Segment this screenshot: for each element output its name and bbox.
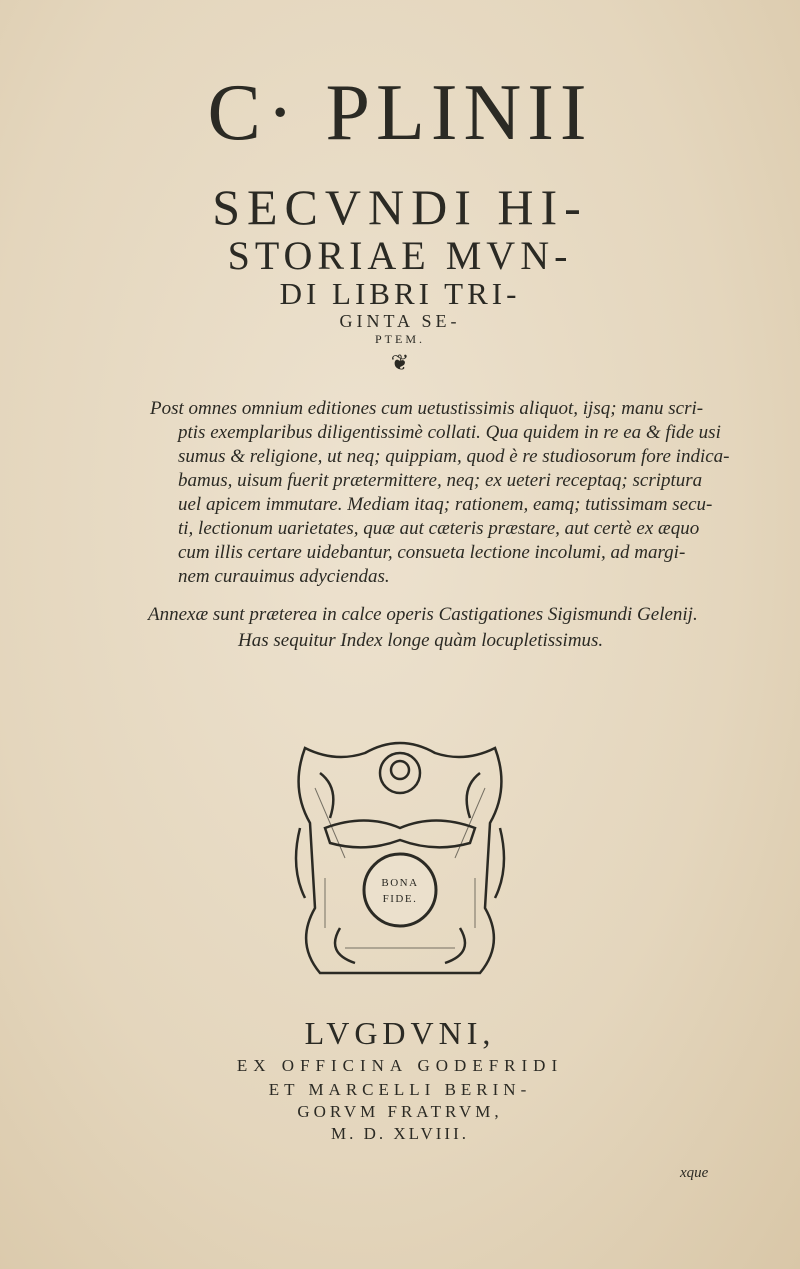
title-line-5: GINTA SE- bbox=[339, 311, 461, 331]
description-line: bamus, uisum fuerit prætermittere, neq; ex ueteri receptaq; scriptura bbox=[178, 470, 703, 491]
imprint-line: ET MARCELLI BERIN- bbox=[268, 1080, 532, 1099]
description-line: nem curauimus adyciendas. bbox=[178, 566, 390, 587]
imprint-line: GORVM FRATRVM, bbox=[297, 1102, 503, 1121]
imprint-city: LVGDVNI, bbox=[304, 1015, 496, 1051]
description-line: uel apicem immutare. Mediam itaq; rationem, eamq; tutissimam secu- bbox=[178, 494, 713, 515]
title-line-1: C· PLINII bbox=[207, 69, 593, 157]
annex-line: Annexæ sunt præterea in calce operis Castigationes Sigismundi Gelenij. bbox=[148, 604, 698, 625]
title-line-3: STORIAE MVN- bbox=[227, 233, 573, 278]
description-line: cum illis certare uidebantur, consueta lectione incolumi, ad margi- bbox=[178, 542, 686, 563]
annex-line: Has sequitur Index longe quàm locupletissimus. bbox=[238, 630, 604, 651]
title-line-6: PTEM. bbox=[374, 332, 425, 346]
title-line-4: DI LIBRI TRI- bbox=[279, 276, 521, 311]
device-motto-line-1: BONA bbox=[381, 877, 419, 889]
title-line-2: SECVNDI HI- bbox=[212, 179, 588, 235]
printers-device-emblem bbox=[285, 728, 515, 983]
marginal-note: xque bbox=[680, 1165, 709, 1181]
fleuron-ornament-icon: ❦ bbox=[390, 350, 410, 375]
description-line: Post omnes omnium editiones cum uetustissimis aliquot, ijsq; manu scri- bbox=[150, 398, 704, 419]
imprint-date: M. D. XLVIII. bbox=[330, 1124, 469, 1143]
device-motto-line-2: FIDE. bbox=[382, 893, 418, 905]
imprint-line: EX OFFICINA GODEFRIDI bbox=[236, 1056, 564, 1075]
description-line: ptis exemplaribus diligentissimè collati. Qua quidem in re ea & fide usi bbox=[178, 422, 721, 443]
description-line: sumus & religione, ut neq; quippiam, quod è re studiosorum fore indica- bbox=[178, 446, 730, 467]
description-line: ti, lectionum uarietates, quæ aut cæteris præstare, aut certè ex æquo bbox=[178, 518, 700, 539]
